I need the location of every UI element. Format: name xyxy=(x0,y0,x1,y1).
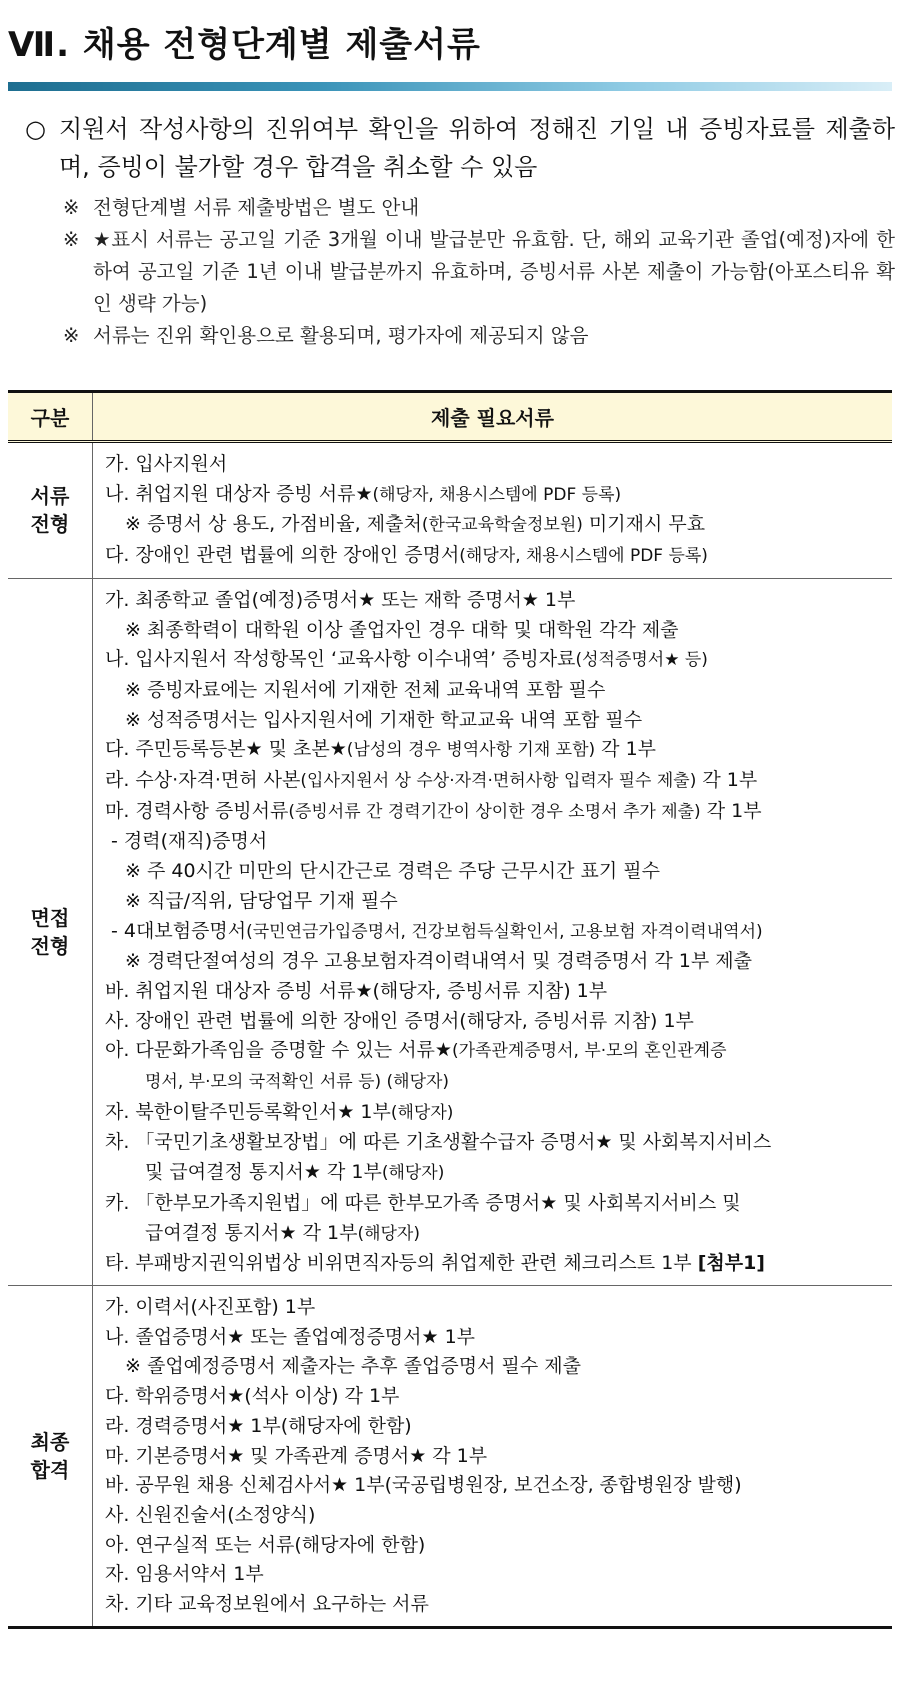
item-text: ※ 경력단절여성의 경우 고용보험자격이력내역서 및 경력증명서 각 1부 제출 xyxy=(125,950,752,973)
document-item xyxy=(105,1067,884,1098)
item-text: 사. 신원진술서(소정양식) xyxy=(105,1503,316,1526)
item-text: 차. 기타 교육정보원에서 요구하는 서류 xyxy=(105,1593,429,1616)
document-item xyxy=(105,735,884,766)
document-item xyxy=(105,1382,884,1412)
table-row xyxy=(8,1285,892,1627)
category-cell xyxy=(8,442,93,579)
document-item xyxy=(105,977,884,1007)
document-item xyxy=(105,797,884,828)
category-label: 서류 xyxy=(30,484,70,509)
item-text: (해당자) xyxy=(357,1223,420,1244)
document-item xyxy=(105,480,884,511)
item-text: 자. 북한이탈주민등록확인서★ 1부 xyxy=(105,1100,391,1123)
note-line xyxy=(105,676,884,706)
item-text: 아. 다문화가족임을 증명할 수 있는 서류★ xyxy=(105,1039,452,1062)
item-text: 가. 최종학교 졸업(예정)증명서★ 또는 재학 증명서★ 1부 xyxy=(105,588,576,611)
item-text: 각 1부 xyxy=(696,769,758,792)
document-item xyxy=(105,1293,884,1323)
note-line xyxy=(105,887,884,917)
category-label: 전형 xyxy=(30,512,70,537)
document-item xyxy=(105,450,884,480)
item-text: 급여결정 통지서★ 각 1부 xyxy=(145,1221,358,1244)
document-item xyxy=(105,1471,884,1501)
document-item xyxy=(105,645,884,676)
category-label: 합격 xyxy=(30,1457,70,1482)
page-title xyxy=(8,22,892,68)
item-text: ※ 성적증명서는 입사지원서에 기재한 학교교육 내역 포함 필수 xyxy=(125,708,643,731)
item-text: 라. 수상·자격·면허 사본 xyxy=(105,769,301,792)
section-title: 채용 전형단계별 제출서류 xyxy=(82,25,481,65)
item-text: 자. 임용서약서 1부 xyxy=(105,1563,264,1586)
item-text: ※ 최종학력이 대학원 이상 졸업자인 경우 대학 및 대학원 각각 제출 xyxy=(125,618,679,641)
item-text: (한국교육학술정보원) xyxy=(421,515,583,536)
item-text: (증빙서류 간 경력기간이 상이한 경우 소명서 추가 제출) xyxy=(288,801,701,822)
document-item xyxy=(105,1128,884,1158)
item-text: 라. 경력증명서★ 1부(해당자에 한함) xyxy=(105,1414,412,1437)
item-text: 다. 장애인 관련 법률에 의한 장애인 증명서 xyxy=(105,544,460,567)
intro-block xyxy=(25,110,895,352)
header-category: 구분 xyxy=(8,392,93,442)
item-text: 나. 졸업증명서★ 또는 졸업예정증명서★ 1부 xyxy=(105,1325,476,1348)
document-item xyxy=(105,827,884,857)
note-mark-icon: ※ xyxy=(63,228,80,251)
item-text: 다. 학위증명서★(석사 이상) 각 1부 xyxy=(105,1385,400,1408)
documents-cell xyxy=(93,442,893,579)
item-text: - 4대보험증명서 xyxy=(111,919,247,942)
document-item xyxy=(105,1036,884,1067)
item-text: (해당자, 채용시스템에 PDF 등록) xyxy=(459,546,708,567)
item-text: ※ 직급/직위, 담당업무 기재 필수 xyxy=(125,889,398,912)
item-text: (해당자, 채용시스템에 PDF 등록) xyxy=(372,484,622,505)
category-label: 전형 xyxy=(30,933,70,958)
note-text: 서류는 진위 확인용으로 활용되며, 평가자에 제공되지 않음 xyxy=(93,324,589,347)
document-item xyxy=(105,1219,884,1250)
item-text: 가. 입사지원서 xyxy=(105,453,228,475)
item-text: ※ 주 40시간 미만의 단시간근로 경력은 주당 근무시간 표기 필수 xyxy=(125,860,660,883)
note-line xyxy=(105,1352,884,1382)
intro-notes xyxy=(63,192,895,352)
item-text: 카. 「한부모가족지원법」에 따른 한부모가족 증명서★ 및 사회복지서비스 및 xyxy=(105,1191,741,1214)
documents-table xyxy=(8,390,892,1629)
intro-text: 지원서 작성사항의 진위여부 확인을 위하여 정해진 기일 내 증빙자료를 제출하며, 증빙이 불가할 경우 합격을 취소할 수 있음 xyxy=(59,115,895,181)
table-row xyxy=(8,442,892,579)
note-line xyxy=(105,510,884,541)
category-label: 면접 xyxy=(30,905,70,930)
document-item xyxy=(105,917,884,948)
category-label: 최종 xyxy=(30,1429,70,1454)
document-item xyxy=(105,1098,884,1129)
document-item xyxy=(105,1007,884,1037)
note-line xyxy=(105,857,884,887)
document-item xyxy=(105,1501,884,1531)
item-text: 및 급여결정 통지서★ 각 1부 xyxy=(145,1161,382,1184)
item-text: - 경력(재직)증명서 xyxy=(111,830,268,853)
document-item xyxy=(105,1249,884,1279)
attachment-ref: [첨부1] xyxy=(697,1252,765,1275)
section-heading xyxy=(8,22,892,91)
item-text: 명서, 부·모의 국적확인 서류 등) (해당자) xyxy=(145,1072,450,1093)
item-text: 바. 공무원 채용 신체검사서★ 1부(국공립병원장, 보건소장, 종합병원장 발행) xyxy=(105,1474,742,1497)
item-text: (입사지원서 상 수상·자격·면허사항 입력자 필수 제출) xyxy=(300,771,697,792)
circle-bullet-icon: ○ xyxy=(25,115,46,143)
document-item xyxy=(105,1590,884,1620)
intro-bullet xyxy=(25,110,895,186)
documents-cell xyxy=(93,578,893,1285)
item-text: (성적증명서★ 등) xyxy=(575,650,708,671)
document-item xyxy=(105,1442,884,1472)
header-documents: 제출 필요서류 xyxy=(93,392,893,442)
item-text: ※ 증명서 상 용도, 가점비율, 제출처 xyxy=(125,513,422,536)
document-item xyxy=(105,1323,884,1353)
document-item xyxy=(105,1158,884,1189)
document-item xyxy=(105,586,884,616)
note-line xyxy=(105,706,884,736)
document-item xyxy=(105,1560,884,1590)
documents-cell xyxy=(93,1285,893,1627)
item-text: 바. 취업지원 대상자 증빙 서류★(해당자, 증빙서류 지참) 1부 xyxy=(105,979,608,1002)
note-item xyxy=(63,224,895,320)
item-text: 각 1부 xyxy=(700,799,762,822)
category-cell xyxy=(8,578,93,1285)
item-text: (국민연금가입증명서, 건강보험득실확인서, 고용보험 자격이력내역서) xyxy=(246,921,763,942)
item-text: 각 1부 xyxy=(595,738,657,761)
item-text: 마. 기본증명서★ 및 가족관계 증명서★ 각 1부 xyxy=(105,1444,488,1467)
document-item xyxy=(105,1412,884,1442)
item-text: 마. 경력사항 증빙서류 xyxy=(105,799,289,822)
item-text: 아. 연구실적 또는 서류(해당자에 한함) xyxy=(105,1533,426,1556)
section-numeral: Ⅶ. xyxy=(8,25,71,65)
document-item xyxy=(105,1189,884,1219)
item-text: 미기재시 무효 xyxy=(582,513,706,536)
table-row xyxy=(8,578,892,1285)
note-text: ★표시 서류는 공고일 기준 3개월 이내 발급분만 유효함. 단, 해외 교육기관 졸업(예정)자에 한하여 공고일 기준 1년 이내 발급분까지 유효하며, 증빙서류 사본 제출이 가능함(아포스티유 확인 생략 가능) xyxy=(93,228,895,315)
item-text: 다. 주민등록등본★ 및 초본★ xyxy=(105,738,347,761)
item-text: ※ 졸업예정증명서 제출자는 추후 졸업증명서 필수 제출 xyxy=(125,1355,581,1378)
item-text: 나. 취업지원 대상자 증빙 서류★ xyxy=(105,482,373,505)
table-header-row xyxy=(8,392,892,442)
item-text: 나. 입사지원서 작성항목인 ‘교육사항 이수내역’ 증빙자료 xyxy=(105,648,576,671)
note-item xyxy=(63,192,895,224)
document-item xyxy=(105,766,884,797)
item-text: (남성의 경우 병역사항 기재 포함) xyxy=(346,740,596,761)
note-line xyxy=(105,947,884,977)
category-cell xyxy=(8,1285,93,1627)
item-text: 차. 「국민기초생활보장법」에 따른 기초생활수급자 증명서★ 및 사회복지서비스 xyxy=(105,1131,772,1154)
note-line xyxy=(105,616,884,646)
item-text: 사. 장애인 관련 법률에 의한 장애인 증명서(해당자, 증빙서류 지참) 1부 xyxy=(105,1009,694,1032)
note-mark-icon: ※ xyxy=(63,324,80,347)
title-underline-bar xyxy=(8,82,892,91)
item-text: (가족관계증명서, 부·모의 혼인관계증 xyxy=(451,1041,727,1062)
item-text: 가. 이력서(사진포함) 1부 xyxy=(105,1295,316,1318)
item-text: 타. 부패방지권익위법상 비위면직자등의 취업제한 관련 체크리스트 1부 xyxy=(105,1252,698,1275)
document-item xyxy=(105,541,884,572)
note-text: 전형단계별 서류 제출방법은 별도 안내 xyxy=(93,196,420,219)
item-text: (해당자) xyxy=(381,1163,445,1184)
note-mark-icon: ※ xyxy=(63,196,80,219)
item-text: ※ 증빙자료에는 지원서에 기재한 전체 교육내역 포함 필수 xyxy=(125,678,606,701)
note-item xyxy=(63,320,895,352)
document-item xyxy=(105,1531,884,1561)
item-text: (해당자) xyxy=(390,1102,454,1123)
